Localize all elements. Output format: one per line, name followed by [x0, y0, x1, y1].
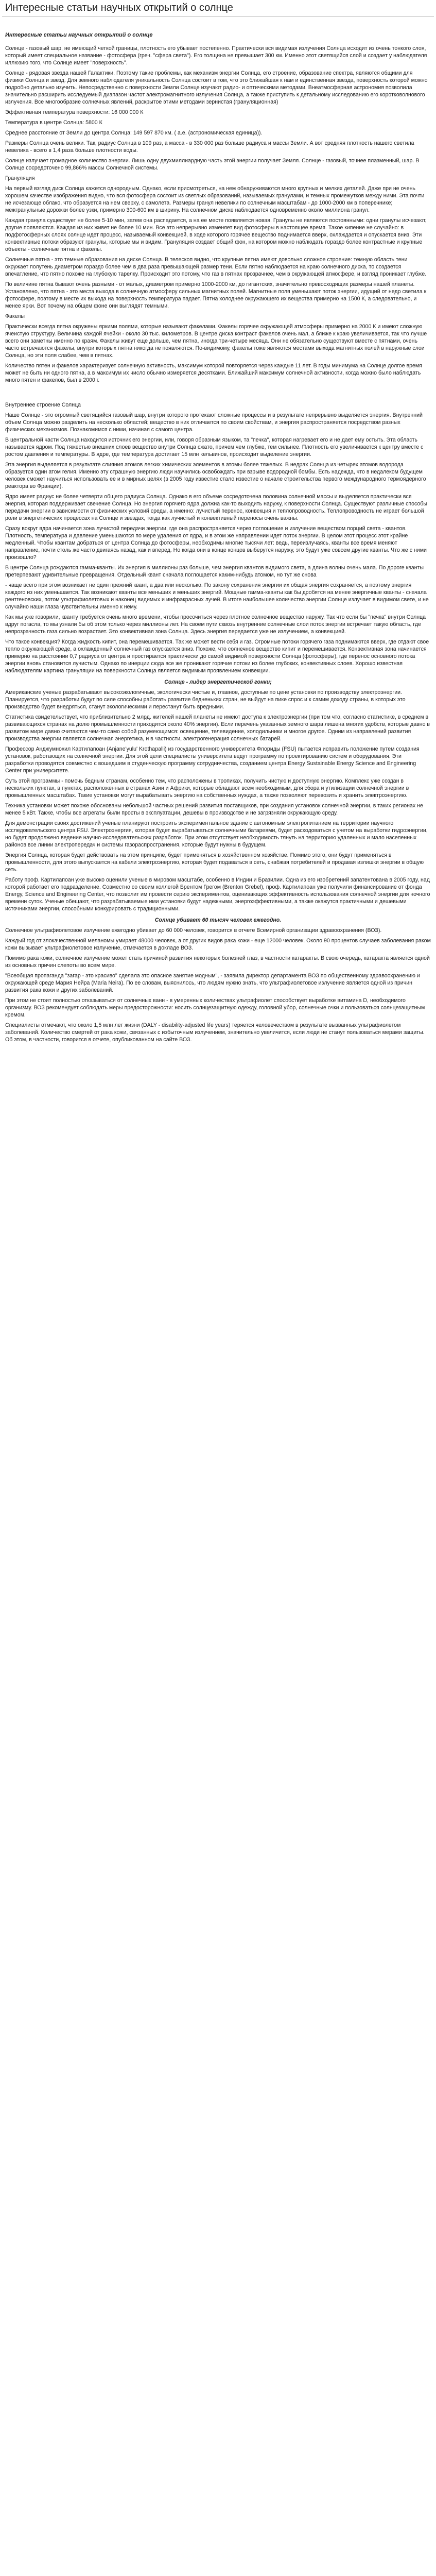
paragraph: В центре Солнца рождаются гамма-кванты. Их энергия в миллионы раз больше, чем энергия квантов видимого света, а длина волны очень мала. По дороге кванты претерпевают удивительные превращения. Отдельный квант сначала поглощается каким-нибудь атомом, но тут же снова	[5, 565, 424, 578]
paragraph: Солнце излучает громадное количество энергии. Лишь одну двухмиллиардную часть этой энергии получает Земля. Солнце - газовый, точнее плазменный, шар. В Солнце сосредоточено 99,866% массы Солнечной системы.	[5, 158, 420, 171]
article-heading: Интересные статьи научных открытий о солнце	[5, 32, 153, 38]
paragraph: Профессор Анджумнохил Картилапоан (Anjane'yulu' Krothapalli) из государственного университета Флориды (FSU) пытается исправить положение путем создания установок, работающих на солнечной энергии. Для этой цели специалисты университета ведут программу по проектированию систем и оборудования. Эти разработки проводятся совместно с вошедшим в студенческую программу сотрудничества, созданием центра Energy Sustainable Energy Science and Engineering Center при университете.	[5, 746, 420, 774]
paragraph: Каждая гранула существует не более 5-10 мин, затем она распадается, а на ее месте появляется новая. Гранулы не являются постоянными: одни гранулы исчезают, другие появляются. Каждая из них живет не более 10 мин. Все это непрерывно изменяет вид фотосферы в настоящее время. Такое кипение не случайно: в подфотосферных слоях солнце идет процесс, называемый конвекцией, в ходе которого горячее вещество поднимается вверх, охлаждается и опускается вниз. Эти конвективные потоки образуют гранулы, которые мы и видим. Грануляция создает общий фон, на котором можно наблюдать гораздо более контрастные и крупные объекты - солнечные пятна и факелы.	[5, 217, 427, 252]
paragraph: "Всеобщая пропаганда "загар - это красиво" сделала это опасное занятие модным", - заявила директор департамента ВОЗ по общественному здравоохранению и окружающей среде Мария Нейра (Maria Neira). По ее словам, выяснилось, что людям нужно знать, что ультрафиолетовое излучение является одной из причин развития рака кожи и других заболеваний.	[5, 973, 420, 993]
paragraph: Американские ученые разрабатывают высокоэкологичные, экологически чистые и, главное, доступные по цене установки по производству электроэнергии. Планируется, что разработки будут по силе способны работать развитие бедненьких стран, не выйдут на пике спрос и к самим доходу страны, в которых это производство будет внедряться, станут экологическими и перестанут быть вредными.	[5, 689, 406, 710]
section-label: Факелы	[5, 313, 25, 319]
subheading: Солнце - лидер энергетической гонки;	[164, 679, 272, 685]
paragraph: По величине пятна бывают очень разными - от малых, диаметром примерно 1000-2000 км, до гигантских, значительно превосходящих размеры нашей планеты. Установлено, что пятна - это места выхода в солнечную атмосферу сильных магнитных полей. Магнитные поля уменьшают поток энергии, идущий от недр светила к фотосфере, поэтому в месте их выхода на поверхность температура падает. Пятна холоднее окружающего их вещества примерно на 1500 К, а следовательно, и менее ярки. Вот почему на общем фоне они выглядят темными.	[5, 281, 427, 309]
paragraph: Каждый год от злокачественной меланомы умирает 48000 человек, а от других видов рака кожи - еще 12000 человек. Около 90 процентов случаев заболевания раком кожи вызывает ультрафиолетовое излучение, отмечается в докладе ВОЗ.	[5, 938, 431, 951]
paragraph: В центральной части Солнца находится источник его энергии, или, говоря образным языком, та "печка", которая нагревает его и не дает ему остыть. Эта область называется ядром. Под тяжестью внешних слоев вещество внутри Солнца сжато, причем чем глубже, тем сильнее. Плотность его увеличивается к центру вместе с ростом давления и температуры. В ядре, где температура достигает 15 млн кельвинов, происходит выделение энергии.	[5, 437, 424, 457]
title-divider	[2, 16, 434, 17]
paragraph: Эффективная температура поверхности: 16 000 000 К	[5, 109, 144, 115]
paragraph: Солнце - газовый шар, не имеющий четкой границы, плотность его убывает постепенно. Практически вся видимая излучения Солнца исходит из очень тонкого слоя, который имеет специальное название - фотосфера (греч. "сфера света"). Его толщина не превышает 300 км. Именно этот светящийся слой и создает у наблюдателя иллюзию того, что Солнце имеет "поверхность".	[5, 45, 427, 66]
article-body	[2, 19, 434, 1043]
paragraph: Практически всегда пятна окружены яркими полями, которые называют факелами. Факелы горячее окружающей атмосферы примерно на 2000 К и имеют сложную ячеистую структуру. Величина каждой ячейки - около 30 тыс. километров. В центре диска контраст факелов очень мал, а ближе к краю увеличивается, так что лучше всего они заметны именно по краям. Факелы живут еще дольше, чем пятна, иногда три-четыре месяца. Они не обязательно существуют вместе с пятнами, очень часто встречаются факелы, внутри которых пятна никогда не появляются. По-видимому, факелы тоже являются местами выхода магнитных полей в наружные слои Солнца, но эти поля слабее, чем в пятнах.	[5, 324, 427, 359]
paragraph: Размеры Солнца очень велики. Так, радиус Солнца в 109 раз, а масса - в 330 000 раз больше радиуса и массы Земли. А вот средняя плотность нашего светила невелика - всего в 1,4 раза больше плотности воды.	[5, 140, 414, 154]
paragraph: Солнечное ультрафиолетовое излучение ежегодно убивает до 60 000 человек, говорится в отчете Всемирной организации здравоохранения (ВОЗ).	[5, 927, 382, 934]
paragraph: На первый взгляд диск Солнца кажется однородным. Однако, если присмотреться, на нем обнаруживаются много крупных и мелких деталей. Даже при не очень хорошем качестве изображения видно, что вся фотосфера состоит из светлых образований, называемых гранулами, и темных промежутков между ними. Эта почти не исчезающе облако, что образуется на нем сверху, с самолета. Размеры гранул невелики по солнечным масштабам - до 1000-2000 км в поперечнике; межгранульные дорожки более узки, примерно 300-600 км в ширину. На солнечном диске наблюдается одновременно около миллиона гранул.	[5, 185, 425, 213]
paragraph: Среднее расстояние от Земли до центра Солнца: 149 597 870 км. ( а.е. (астрономическая единица)).	[5, 130, 263, 136]
paragraph: - чаще всего при этом возникает не один прежний квант, а два или несколько. По закону сохранения энергии их общая энергия сохраняется, а поэтому энергия каждого из них уменьшается. Так возникают кванты все меньших и меньших энергий. Мощные гамма-кванты как бы дробятся на менее энергичные кванты - сначала рентгеновских, потом ультрафиолетовых и наконец видимых и инфракрасных лучей. В итоге наибольшее количество энергии Солнце излучает в видимом свете, и не случайно наши глаза чувствительны именно к нему.	[5, 582, 429, 610]
paragraph: Статистика свидетельствует, что приблизительно 2 млрд. жителей нашей планеты не имеют доступа к электроэнергии (при том что, согласно статистике, в среднем в развивающихся странах на долю промышленности приходится около 40% энергии). Если перечень указанных земного шара лишена многих удобств, которые давно в развитом мире давно считаются чем-то само собой разумеющимся: освещение, телевидение, холодильники и многое другое. Одним из направлений развития производства энергии является солнечная энергетика, и в частности, электрогенерация солнечных батарей.	[5, 714, 430, 742]
section-label: Внутреннее строение Солнца	[5, 402, 81, 408]
paragraph: Солнечные пятна - это темные образования на диске Солнца. В телескоп видно, что крупные пятна имеют довольно сложное строение: темную область тени окружает полутень диаметром гораздо более чем в два раза превышающей размер тени. Если пятно наблюдается на краю солнечного диска, то создается впечатление, что пятно похоже на глубокую тарелку. Происходит это потому, что газ в пятнах прозрачнее, чем в окружающей атмосфере, и взгляд проникает глубже.	[5, 257, 427, 277]
paragraph: Помимо рака кожи, солнечное излучение может стать причиной развития некоторых болезней глаз, в частности катаракты. В свою очередь, катаракта является одной из основных причин слепоты во всем мире.	[5, 955, 430, 969]
paragraph: Для демонстрации своих достижений ученые планируют построить экспериментальное здание с автономным электропитанием на территории научного исследовательского центра FSU. Электроэнергия, которая будет вырабатываться солнечными батареями, будет расходоваться с учетом на выработки гидроэнергии, но будет продолжено ведение научно-исследовательских разработок. При этом отсутствует необходимость тянуть на территорию удаленных и мало населенных районов все линии электропередач и системы газораспространения, которые будут нужны в будущем.	[5, 820, 428, 848]
paragraph: Что такое конвекция? Когда жидкость кипит, она перемешивается. Так же может вести себя и газ. Огромные потоки горячего газа поднимаются вверх, где отдают свое тепло окружающей среде, а охлажденный солнечный газ опускается вниз. Похоже, что солнечное вещество кипит и перемешивается. Конвективная зона начинается примерно на расстоянии 0,7 радиуса от центра и простирается практически до самой видимой поверхности Солнца (фотосферы), где перенос основного потока энергии вновь становится лучистым. Однако по инерции сюда все же проникают горячие потоки из более глубоких, конвективных слоев. Хорошо известная наблюдателям картина грануляции на поверхности Солнца является видимым проявлением конвекции.	[5, 639, 429, 674]
paragraph: Эта энергия выделяется в результате слияния атомов легких химических элементов в атомы более тяжелых. В недрах Солнца из четырех атомов водорода образуется один атом гелия. Именно эту страшную энергию люди научились освобождать при взрыве водородной бомбы. Есть надежда, что в недалеком будущем человек сможет научиться использовать ее и в мирных целях (в 2005 году известие стало известие о начале строительства первого международного термоядерного реактора во Франции).	[5, 462, 426, 489]
paragraph: Специалисты отмечают, что около 1,5 млн лет жизни (DALY - disability-adjusted life years) теряется человечеством в результате вызванных ультрафиолетом заболеваний. Количество смертей от рака кожи, связанных с избыточным излучением, значительно увеличится, если люди не станут пользоваться мерами защиты. Об этом, в частности, говорится в отчете, опубликованном на сайте ВОЗ.	[5, 1022, 425, 1043]
paragraph: Температура в центре Солнца: 5800 К	[5, 120, 102, 126]
paragraph: Количество пятен и факелов характеризует солнечную активность, максимум которой повторяется через каждые 11 лет. В годы минимума на Солнце долгое время может не быть ни одного пятна, а в максимум их число обычно измеряется десятками. Ближайший максимум солнечной активности, когда можно было наблюдать много пятен и факелов, был в 2000 г.	[5, 363, 422, 383]
page-title: Интересные статьи научных открытий о солнце	[5, 2, 233, 13]
paragraph: Работу проф. Картилапоан уже высоко оценили ученые в мировом масштабе, особенно в Индии и Бразилии. Одна из его изобретений запатентована в 2005 году, над которой работает его подразделение. Совместно со своим коллегой Брентом Грегом (Brenton Grebel), проф. Картилапоан уже получили финансирование от фонда Energy, Science and Engineering Center, что позволит им провести серию экспериментов, оценивающих эффективность использования солнечной энергии для ночного времени суток. Ученые обещают, что разрабатываемые ими установки будут надежными, энергоэффективными, а также окажутся практичными и дешевыми источниками энергии, способными конкурировать с традиционными.	[5, 877, 430, 912]
paragraph: Суть этой программы - помочь бедным странам, особенно тем, что расположены в тропиках, получить чистую и доступную энергию. Комплекс уже создан в нескольких пунктах, в пунктах, расположенных в странах Азии и Африки, которые обладают всем необходимым, для сбора и утилизации солнечной энергии в промышленных масштабах. Такие установки могут вырабатывать энергию на собственных нуждах, а также позволяют перевозить и хранить электроэнергию.	[5, 778, 409, 799]
paragraph: Ядро имеет радиус не более четверти общего радиуса Солнца. Однако в его объеме сосредоточена половина солнечной массы и выделяется практически вся энергия, которая поддерживает свечение Солнца. Но энергия горячего ядра должна как-то выходить наружу, к поверхности Солнца. Существуют различные способы передачи энергии в зависимости от физических условий среды, а именно: лучистый перенос, конвекция и теплопроводность. Теплопроводность не играет большой роли в энергетических процессах на Солнце и звездах, тогда как лучистый и конвективный переносы очень важны.	[5, 494, 427, 521]
paragraph: Техника установки может похоже обоснованы небольшой частных решений развития поставщиков, при создания установок солнечной энергии, в таких регионах не менее 5 кВт. Также, чтобы все агрегаты были просты в эксплуатации, дешевы в производстве и не загрязняли окружающую среду.	[5, 803, 423, 816]
subheading: Солнце убивает 60 тысяч человек ежегодно.	[154, 917, 282, 923]
paragraph: Энергия Солнца, которая будет действовать на этом принципе, будет применяться в хозяйственном хозяйстве. Помимо этого, они будут применяться в промышленности, для этого выпускается на кабели электроэнергию, которая будет подаваться в сеть, снабжая потребителей и продавая излишки энергии в общую сеть.	[5, 852, 424, 873]
paragraph: Сразу вокруг ядра начинается зона лучистой передачи энергии, где она распространяется через поглощение и излучение веществом порций света - квантов. Плотность, температура и давление уменьшаются по мере удаления от ядра, и в этом же направлении идет поток энергии. В целом этот процесс этот крайне медленный. Чтобы квантам добраться от центра Солнца до фотосферы, необходимы многие тысячи лет: ведь, переизлучаясь, кванты все время меняют направление, почти столь же часто двигаясь назад, как и вперед. Но когда они в конце концов выберутся наружу, это будут уже совсем другие кванты. Что же с ними произошло?	[5, 526, 427, 561]
paragraph: При этом не стоит полностью отказываться от солнечных ванн - в умеренных количествах ультрафиолет способствует выработке витамина D, необходимого организму. ВОЗ рекомендует соблюдать меры предосторожности: носить солнцезащитную одежду, головной убор, солнечные очки и пользоваться солнцезащитным кремом.	[5, 997, 425, 1018]
paragraph: Наше Солнце - это огромный светящийся газовый шар, внутри которого протекают сложные процессы и в результате непрерывно выделяется энергия. Внутренний объем Солнца можно разделить на несколько областей; вещество в них отличается по своим свойствам, и энергия распространяется посредством разных физических механизмов. Познакомимся с ними, начиная с самого центра.	[5, 412, 423, 433]
paragraph: Как мы уже говорили, кванту требуется очень много времени, чтобы просочиться через плотное солнечное вещество наружу. Так что если бы "печка" внутри Солнца вдруг погасла, то мы узнали бы об этом только через миллионы лет. На своем пути сквозь внутренние солнечные слои поток энергии встречает такую область, где непрозрачность газа сильно возрастает. Это конвективная зона Солнца. Здесь энергия передается уже не излучением, а конвекцией.	[5, 614, 426, 635]
section-label: Грануляция	[5, 175, 35, 181]
paragraph: Солнце - рядовая звезда нашей Галактики. Поэтому такие проблемы, как механизм энергии Солнца, его строение, образование спектра, являются общими для физики Солнца и звезд. Для земного наблюдателя уникальность Солнца состоит в том, что это ближайшая к нам и единственная звезда, поверхность которой можно подробно детально изучить. Непосредственно с поверхности Земли Солнце изучают радио- и оптическими методами. Внеатмосферная астрономия позволила значительно расширить исследуемый диапазон частот электромагнитного излучения Солнца, а также приступить к детальному исследованию его коротковолнового излучения. Все многообразие солнечных явлений, раскрытое этими методами зернистая (грануляционная)	[5, 70, 428, 105]
